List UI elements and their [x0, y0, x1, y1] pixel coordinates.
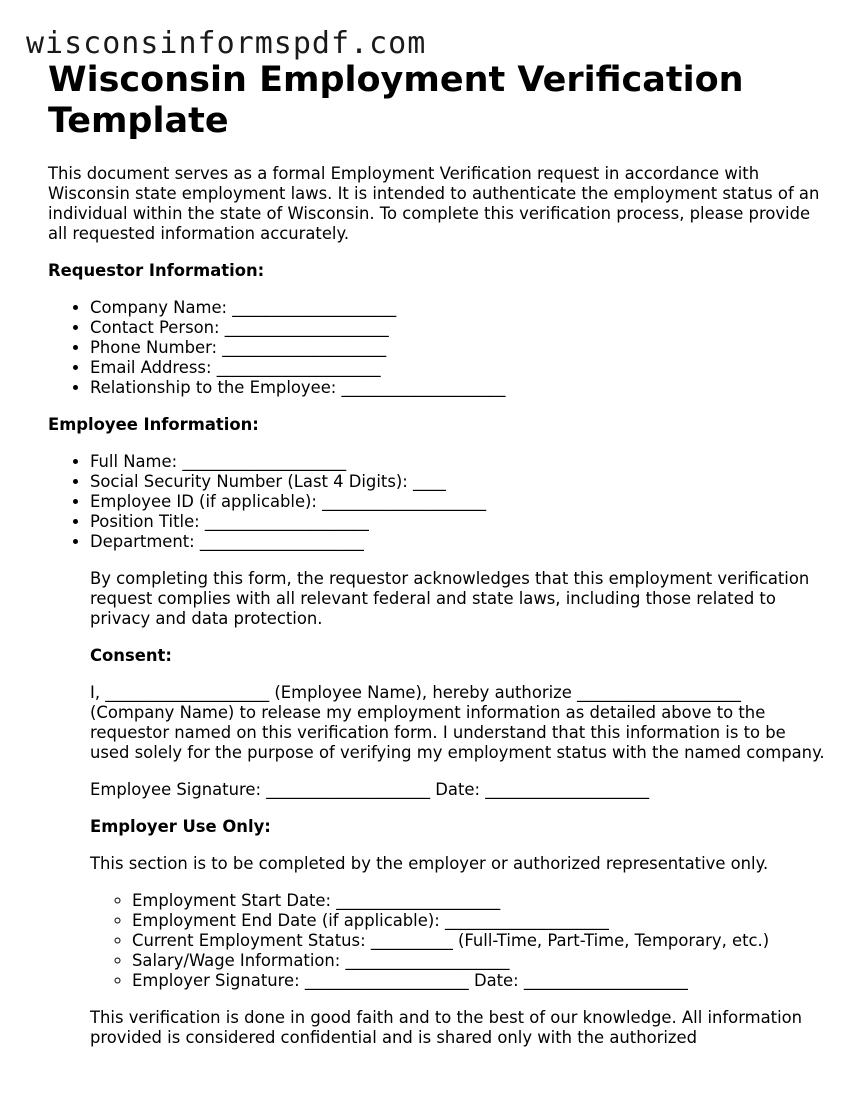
- employer-list: [90, 891, 828, 991]
- document-body: [48, 60, 828, 1048]
- indented-section: [48, 569, 828, 1048]
- list-item: • Full Name: ____________________: [90, 452, 828, 472]
- document-title: Wisconsin Employment Verification Template: [48, 60, 744, 141]
- closing-paragraph: This verification is done in good faith and to the best of our knowledge. All information provided is considered confidential and is shared only with the authorized: [90, 1008, 803, 1047]
- list-item: • Department: ____________________: [90, 532, 828, 552]
- consent-heading: Consent:: [90, 646, 172, 665]
- list-item: ◦ Employment End Date (if applicable): ____________________: [132, 911, 828, 931]
- list-item: • Contact Person: ____________________: [90, 318, 828, 338]
- list-item: • Position Title: ____________________: [90, 512, 828, 532]
- employer-heading: Employer Use Only:: [90, 817, 271, 836]
- list-item: • Company Name: ____________________: [90, 298, 828, 318]
- list-item: ◦ Current Employment Status: __________ (Full-Time, Part-Time, Temporary, etc.): [132, 931, 828, 951]
- list-item: • Social Security Number (Last 4 Digits): ____: [90, 472, 828, 492]
- acknowledgement-paragraph: By completing this form, the requestor acknowledges that this employment verification request complies with all relevant federal and state laws, including those related to privacy and data protection.: [90, 569, 810, 628]
- employer-instructions: This section is to be completed by the employer or authorized representative only.: [90, 854, 769, 873]
- employee-list: [48, 452, 828, 552]
- consent-paragraph: I, ____________________ (Employee Name), hereby authorize ____________________ (Company Name) to release my employment information as detailed above to the requestor named on this verification form. I understand that this information is to be used solely for the purpose of verifying my employment status with the named company.: [90, 683, 825, 762]
- list-item: ◦ Salary/Wage Information: ____________________: [132, 951, 828, 971]
- employee-heading: Employee Information:: [48, 415, 259, 434]
- list-item: ◦ Employer Signature: ____________________ Date: ____________________: [132, 971, 828, 991]
- list-item: • Relationship to the Employee: ____________________: [90, 378, 828, 398]
- employee-signature-line: Employee Signature: ____________________ Date: ____________________: [90, 780, 650, 799]
- list-item: ◦ Employment Start Date: ____________________: [132, 891, 828, 911]
- list-item: • Phone Number: ____________________: [90, 338, 828, 358]
- list-item: • Email Address: ____________________: [90, 358, 828, 378]
- site-watermark: wisconsinformspdf.com: [26, 26, 427, 61]
- intro-paragraph: This document serves as a formal Employment Verification request in accordance with Wisconsin state employment laws. It is intended to authenticate the employment status of an individual within the state of Wisconsin. To complete this verification process, please provide all requested information accurately.: [48, 164, 820, 243]
- list-item: • Employee ID (if applicable): ____________________: [90, 492, 828, 512]
- requestor-heading: Requestor Information:: [48, 261, 265, 280]
- requestor-list: [48, 298, 828, 398]
